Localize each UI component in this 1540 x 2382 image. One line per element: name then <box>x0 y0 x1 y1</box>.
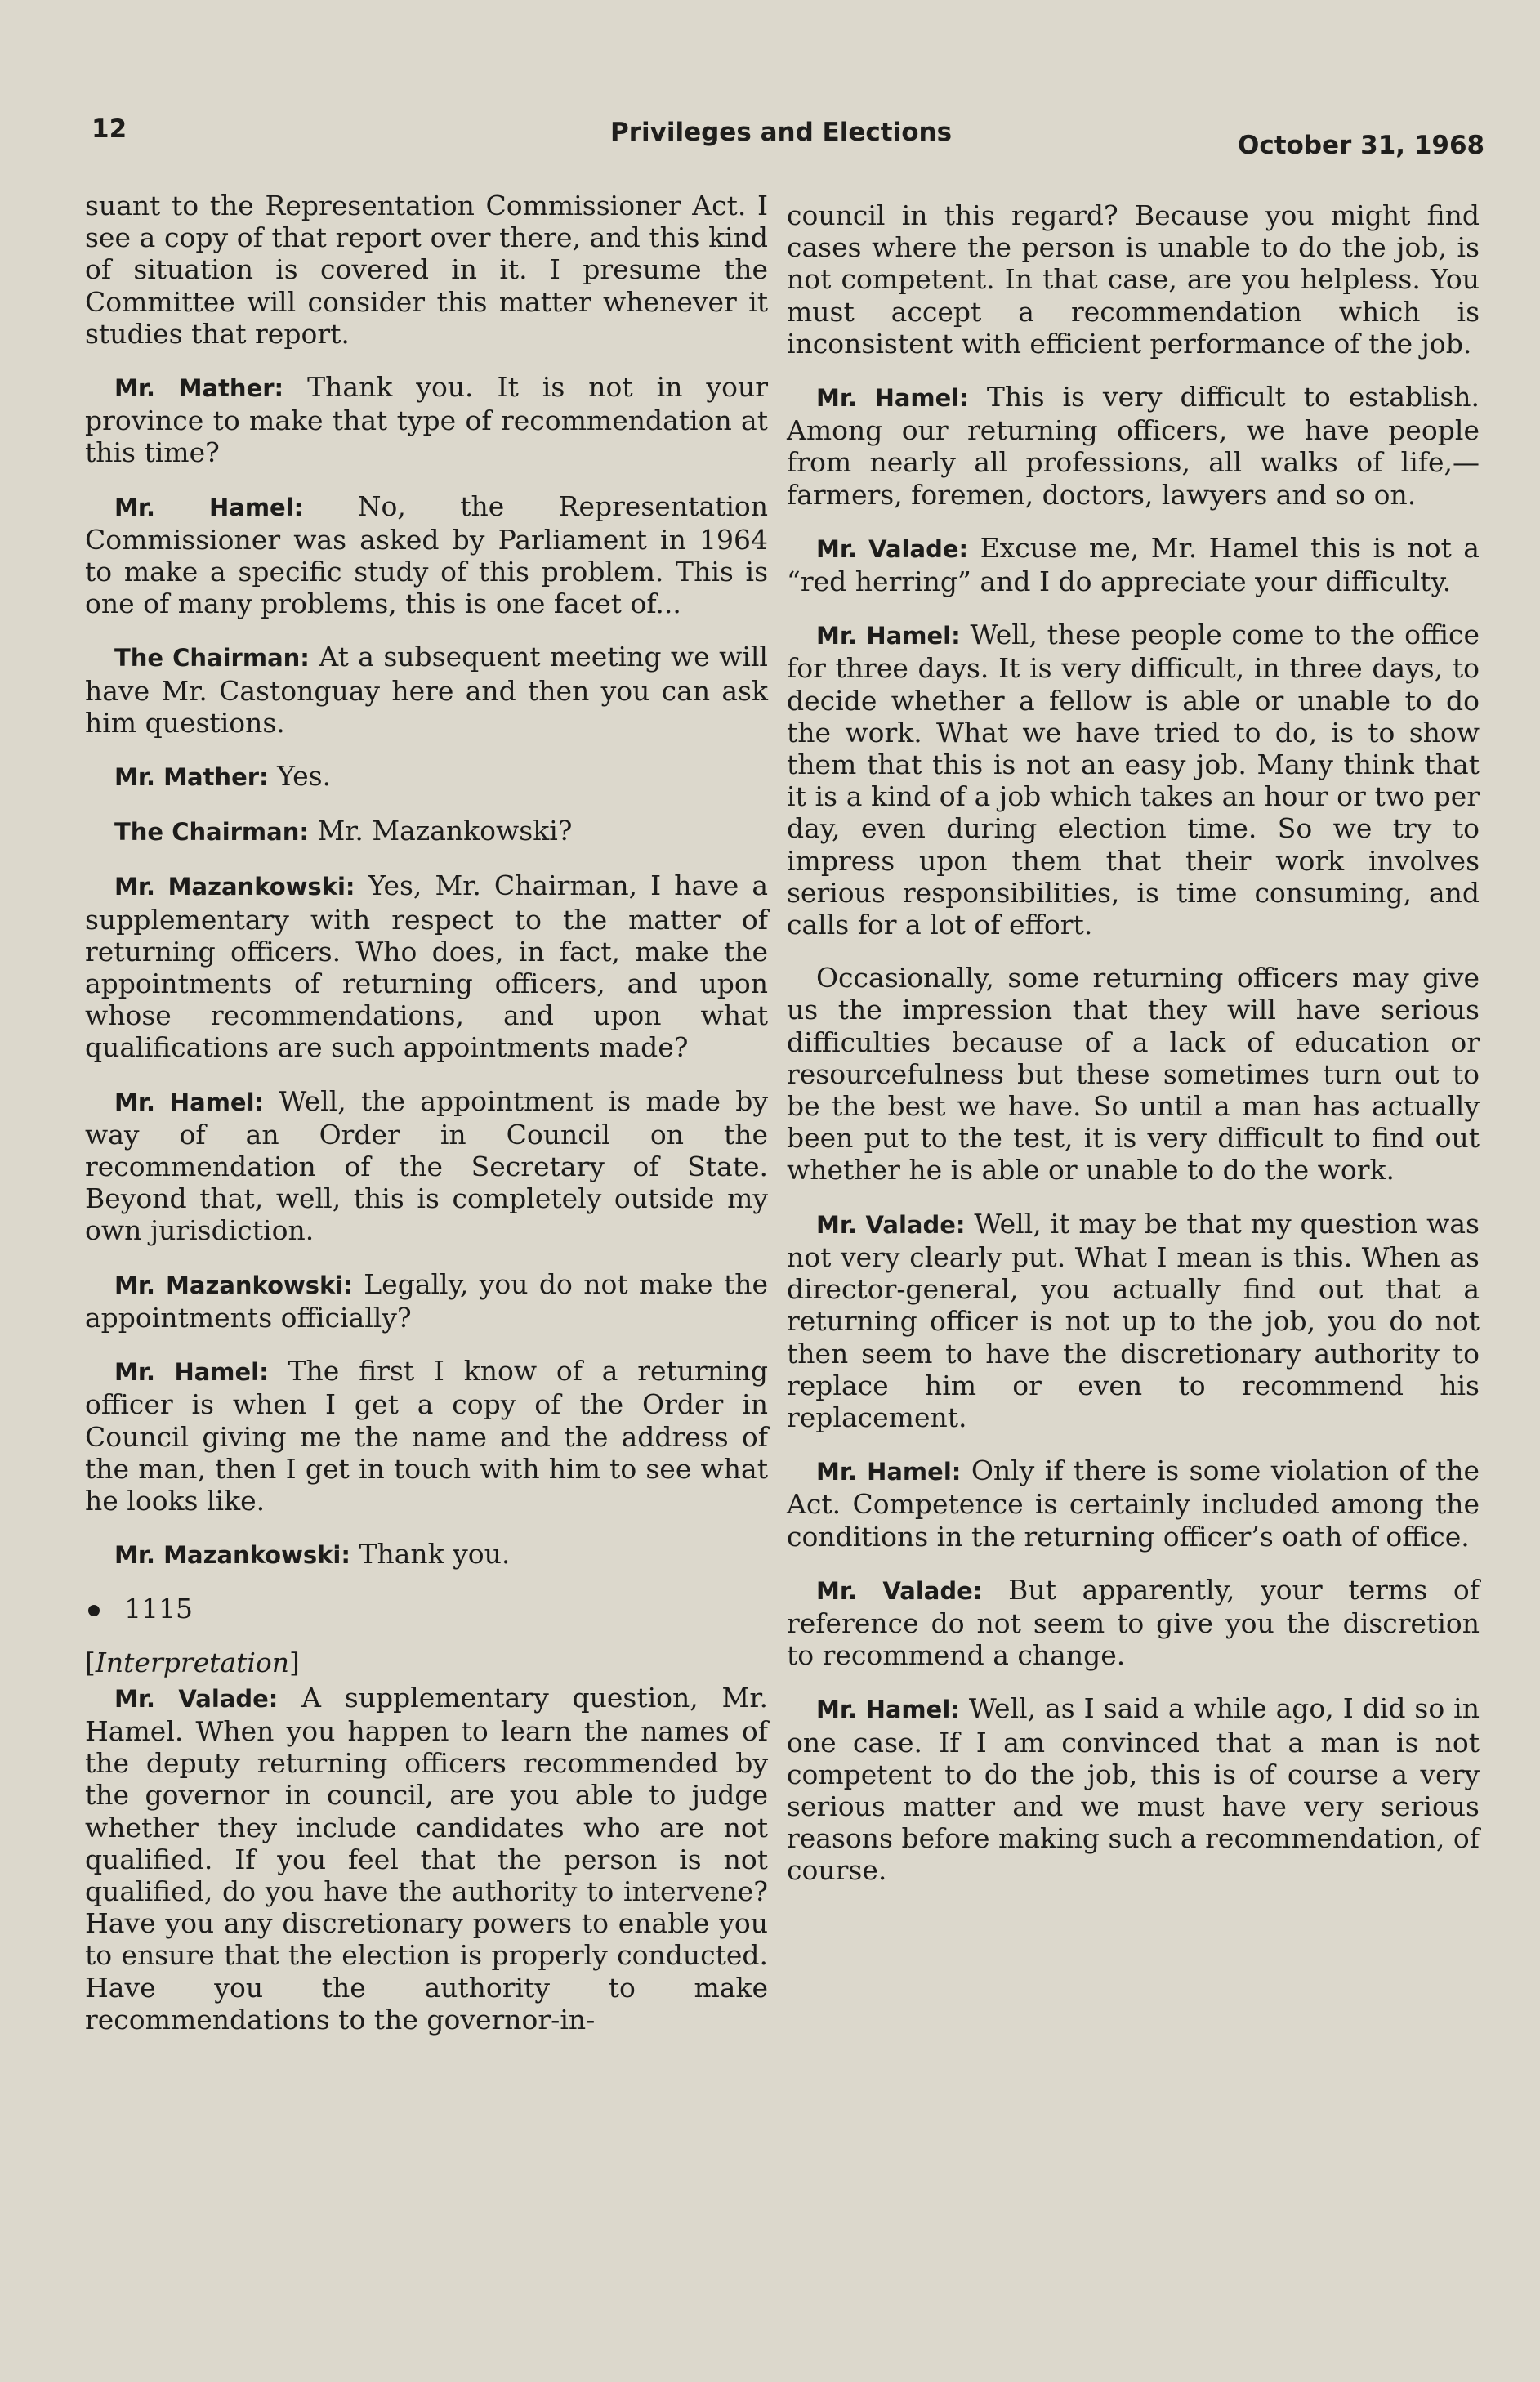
time-marker-text: 1115 <box>124 1593 193 1625</box>
interpretation-label: [Interpretation] <box>85 1646 300 1678</box>
paragraph <box>787 1455 1480 1553</box>
paragraph <box>85 760 768 793</box>
speaker-name: Mr. Hamel: <box>114 1088 265 1116</box>
speaker-name: Mr. Valade: <box>114 1684 279 1713</box>
paragraph <box>85 371 768 469</box>
paragraph <box>85 815 768 848</box>
speaker-name: Mr. Hamel: <box>816 622 961 650</box>
paragraph <box>787 199 1480 360</box>
speaker-name: Mr. Mather: <box>114 374 284 403</box>
speaker-name: Mr. Hamel: <box>816 1696 960 1724</box>
paragraph-text: Thank you. It is not in your province to make that type of recommendation at this time? <box>85 371 768 469</box>
page-header <box>92 114 1485 163</box>
paragraph <box>85 641 768 739</box>
paragraph-text: Occasionally, some returning officers may give us the impression that they will have serious difficulties because of a lack of education or resourcefulness but these sometimes turn out to be the best we have. So until a man has actually been put to the test, it is very difficult to find out whether he is able or unable to do the work. <box>787 962 1480 1187</box>
paragraph <box>85 490 768 620</box>
paragraph-text: At a subsequent meeting we will have Mr. Castonguay here and then you can ask him questions. <box>85 641 768 739</box>
paragraph-text: Excuse me, Mr. Hamel this is not a “red herring” and I do appreciate your difficulty. <box>787 531 1480 598</box>
header-date: October 31, 1968 <box>1238 131 1485 160</box>
paragraph-text: Well, these people come to the office for three days. It is very difficult, in three days, to decide whether a fellow is able or unable to do the work. What we have tried to do, is to show them that this is not an easy job. Many think that it is a kind of a job which takes an hour or two per day, even during election time. So we try to impress upon them that their work involves serious responsibilities, is time consuming, and calls for a lot of effort. <box>787 619 1480 941</box>
bullet-dot-icon <box>88 1605 100 1616</box>
paragraph-text: Well, the appointment is made by way of an Order in Council on the recommendation of the Secretary of State. Beyond that, well, this is completely outside my own jurisdiction. <box>85 1084 769 1247</box>
speaker-name: The Chairman: <box>114 818 309 847</box>
paragraph-text: Well, it may be that my question was not very clearly put. What I mean is this. When as director-general, you actually find out that a returning officer is not up to the job, you do not then seem to have the discretionary authority to replace him or even to recommend his replacement. <box>787 1207 1480 1433</box>
paragraph-text: No, the Representation Commissioner was asked by Parliament in 1964 to make a specific study of this problem. This is one of many problems, this is one facet of... <box>85 489 768 620</box>
speaker-name: Mr. Hamel: <box>816 384 969 413</box>
paragraph-text: Mr. Mazankowski? <box>317 815 573 847</box>
speaker-name: Mr. Hamel: <box>114 493 304 521</box>
speaker-name: The Chairman: <box>114 644 310 673</box>
speaker-name: Mr. Valade: <box>816 1576 983 1605</box>
paragraph <box>787 962 1480 1186</box>
speaker-name: Mr. Hamel: <box>114 1358 269 1387</box>
paragraph <box>85 1355 768 1517</box>
paragraph-text: A supplementary question, Mr. Hamel. When you happen to learn the names of the deputy returning officers recommended by the governor in council, are you able to judge whether they include candidates who are not qualified. If you feel that the person is not qualified, do you have the authority to intervene? Have you any discretionary powers to enable you to ensure that the election is properly conducted. Have you the authority to make recommendations to the governor-in- <box>85 1681 768 2036</box>
paragraph-text: Yes. <box>277 760 332 793</box>
running-title: Privileges and Elections <box>610 118 953 147</box>
right-column <box>787 199 1480 1908</box>
speaker-name: Mr. Mazankowski: <box>114 873 355 901</box>
paragraph-text: Well, as I said a while ago, I did so in one case. If I am convinced that a man is not competent to do the job, this is of course a very serious matter and we must have very serious reasons before making such a recommendation, of course. <box>787 1692 1480 1887</box>
speaker-name: Mr. Valade: <box>816 534 969 563</box>
left-column-paragraphs <box>85 190 768 1571</box>
paragraph <box>787 1692 1480 1886</box>
paragraph-text: Thank you. <box>359 1538 511 1571</box>
paragraph <box>85 1682 768 2036</box>
speaker-name: Mr. Mazankowski: <box>114 1541 350 1570</box>
paragraph <box>787 381 1480 511</box>
speaker-name: Mr. Mazankowski: <box>114 1271 353 1299</box>
paragraph <box>85 190 768 350</box>
paragraph <box>787 619 1480 941</box>
page-number: 12 <box>92 114 127 144</box>
paragraph <box>85 869 768 1063</box>
paragraph <box>787 1574 1480 1672</box>
paragraph-text: Yes, Mr. Chairman, I have a supplementary with respect to the matter of returning officers. Who does, in fact, make the appointments of returning officers, and upon whose recommendations, and upon what qualifications are such appointments made? <box>85 869 768 1064</box>
paragraph-text: council in this regard? Because you might find cases where the person is unable to do the job, is not competent. In that case, are you helpless. You must accept a recommendation which is inconsistent with efficient performance of the job. <box>787 199 1480 360</box>
speaker-name: Mr. Hamel: <box>816 1458 962 1486</box>
paragraph-text: This is very difficult to establish. Among our returning officers, we have people from nearly all professions, all walks of life,—farmers, foremen, doctors, lawyers and so on. <box>787 381 1480 511</box>
speaker-name: Mr. Mather: <box>114 763 269 792</box>
paragraph-text: The first I know of a returning officer is when I get a copy of the Order in Council giving me the name and the address of the man, then I get in touch with him to see what he looks like. <box>85 1355 768 1517</box>
right-column-paragraphs <box>787 199 1480 1887</box>
paragraph <box>85 1268 768 1334</box>
left-column-after-paragraphs <box>85 1682 768 2036</box>
paragraph <box>787 532 1480 597</box>
time-marker <box>85 1593 768 1624</box>
paragraph-text: Only if there is some violation of the Act. Competence is certainly included among the conditions in the returning officer’s oath of office. <box>787 1455 1480 1553</box>
interpretation-label-text: Interpretation <box>95 1646 290 1678</box>
paragraph <box>787 1208 1480 1433</box>
left-column <box>85 190 768 2057</box>
paragraph <box>85 1085 768 1247</box>
paragraph-text: But apparently, your terms of reference do not seem to give you the discretion to recommend a change. <box>787 1573 1480 1672</box>
paragraph <box>85 1538 768 1571</box>
paragraph-text: Legally, you do not make the appointments officially? <box>85 1267 768 1334</box>
paragraph-text: suant to the Representation Commissioner Act. I see a copy of that report over there, and this kind of situation is covered in it. I presume the Committee will consider this matter whenever it studies that report. <box>85 190 768 350</box>
speaker-name: Mr. Valade: <box>816 1210 966 1239</box>
